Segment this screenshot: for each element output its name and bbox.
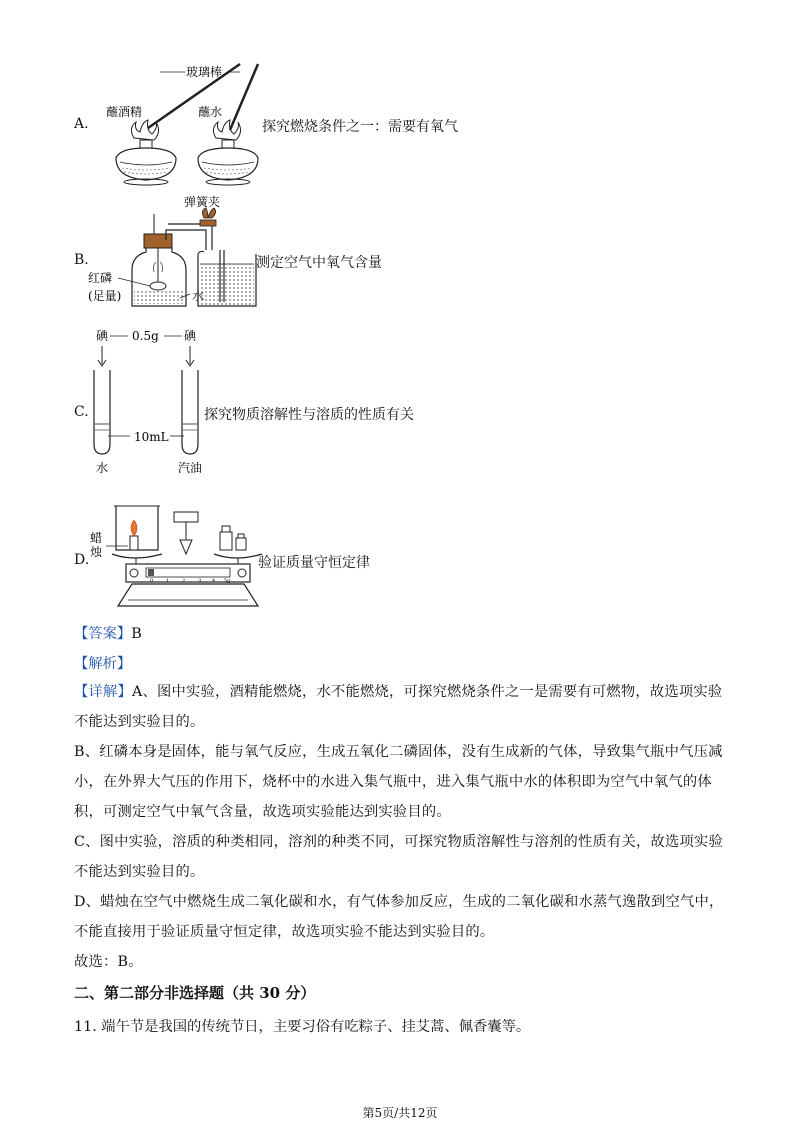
answer-line xyxy=(74,623,142,643)
answer-value: B xyxy=(131,626,142,642)
question-11: 11. 端午节是我国的传统节日，主要习俗有吃粽子、挂艾蒿、佩香囊等。 xyxy=(74,1019,531,1035)
option-d-letter: D. xyxy=(74,552,90,568)
option-d-diagram xyxy=(88,500,268,612)
option-a-caption: 探究燃烧条件之一：需要有氧气 xyxy=(262,119,458,135)
option-b-caption: 测定空气中氧气含量 xyxy=(256,255,382,271)
phosphorus-label: 红磷 xyxy=(88,271,113,285)
option-c-letter: C. xyxy=(74,404,89,420)
detail-a-text: A、图中实验，酒精能燃烧，水不能燃烧，可探究燃烧条件之一是需要有可燃物，故选项实验不能达到实验目的。 xyxy=(74,684,723,730)
detail-b: B、红磷本身是固体，能与氧气反应，生成五氧化二磷固体，没有生成新的气体，导致集气瓶中气压减小，在外界大气压的作用下，烧杯中的水进入集气瓶中，进入集气瓶中水的体积即为空气中氧气的体积，可测定空气中氧气含量，故选项实验能达到实验目的。 xyxy=(74,744,723,820)
test-tube-water xyxy=(94,370,110,454)
gasoline-label: 汽油 xyxy=(178,461,203,475)
scale-tick-5: 5g xyxy=(224,578,231,584)
detail-a xyxy=(74,677,734,737)
left-alcohol-lamp xyxy=(116,120,176,185)
beaker-with-candle xyxy=(106,506,160,550)
option-b-letter: B. xyxy=(74,252,89,268)
scale-tick-3: 3 xyxy=(198,578,202,584)
scale-tick-0: 0 xyxy=(150,578,154,584)
detail-c: C、图中实验，溶质的种类相同，溶剂的种类不同，可探究物质溶解性与溶剂的性质有关，故选项实验不能达到实验目的。 xyxy=(74,834,723,880)
right-alcohol-lamp xyxy=(198,120,258,185)
candle-label-2: 烛 xyxy=(90,545,103,559)
volume-label: 10mL xyxy=(134,430,169,444)
water-dip-label: 蘸水 xyxy=(198,105,223,119)
amount-label: (足量) xyxy=(88,289,122,303)
analysis-label: 【解析】 xyxy=(74,656,132,672)
gas-collecting-bottle xyxy=(132,214,186,306)
water-label-b: 水 xyxy=(192,289,205,303)
rod-label: 玻璃棒 xyxy=(186,65,223,79)
beaker xyxy=(198,250,256,306)
water-label-c: 水 xyxy=(96,461,109,475)
scale-tick-1: 1 xyxy=(166,578,170,584)
iodine-left-label: 碘 xyxy=(96,329,109,343)
section-title: 二、第二部分非选择题（共 30 分） xyxy=(74,984,316,1002)
scale-tick-2: 2 xyxy=(182,578,186,584)
candle-label-1: 蜡 xyxy=(90,531,103,545)
mass-label: 0.5g xyxy=(132,329,159,343)
iodine-right-label: 碘 xyxy=(184,329,197,343)
option-b-diagram xyxy=(88,190,264,314)
answer-label: 【答案】 xyxy=(74,626,132,642)
option-c-diagram xyxy=(90,324,210,480)
test-tube-gasoline xyxy=(182,370,198,454)
page-footer: 第5页/共12页 xyxy=(362,1106,438,1120)
detail-prefix: 【详解】 xyxy=(74,684,132,700)
alcohol-label: 蘸酒精 xyxy=(106,105,143,119)
option-a-diagram xyxy=(100,58,270,188)
scale-tick-4: 4 xyxy=(212,578,216,584)
option-c-caption: 探究物质溶解性与溶质的性质有关 xyxy=(204,407,414,423)
option-a-letter: A. xyxy=(74,116,89,132)
detail-conclusion: 故选：B。 xyxy=(74,954,143,970)
clip-label: 弹簧夹 xyxy=(184,195,221,209)
option-d-caption: 验证质量守恒定律 xyxy=(258,555,370,571)
detail-d: D、蜡烛在空气中燃烧生成二氧化碳和水，有气体参加反应，生成的二氧化碳和水蒸气逸散到空气中，不能直接用于验证质量守恒定律，故选项实验不能达到实验目的。 xyxy=(74,894,724,940)
